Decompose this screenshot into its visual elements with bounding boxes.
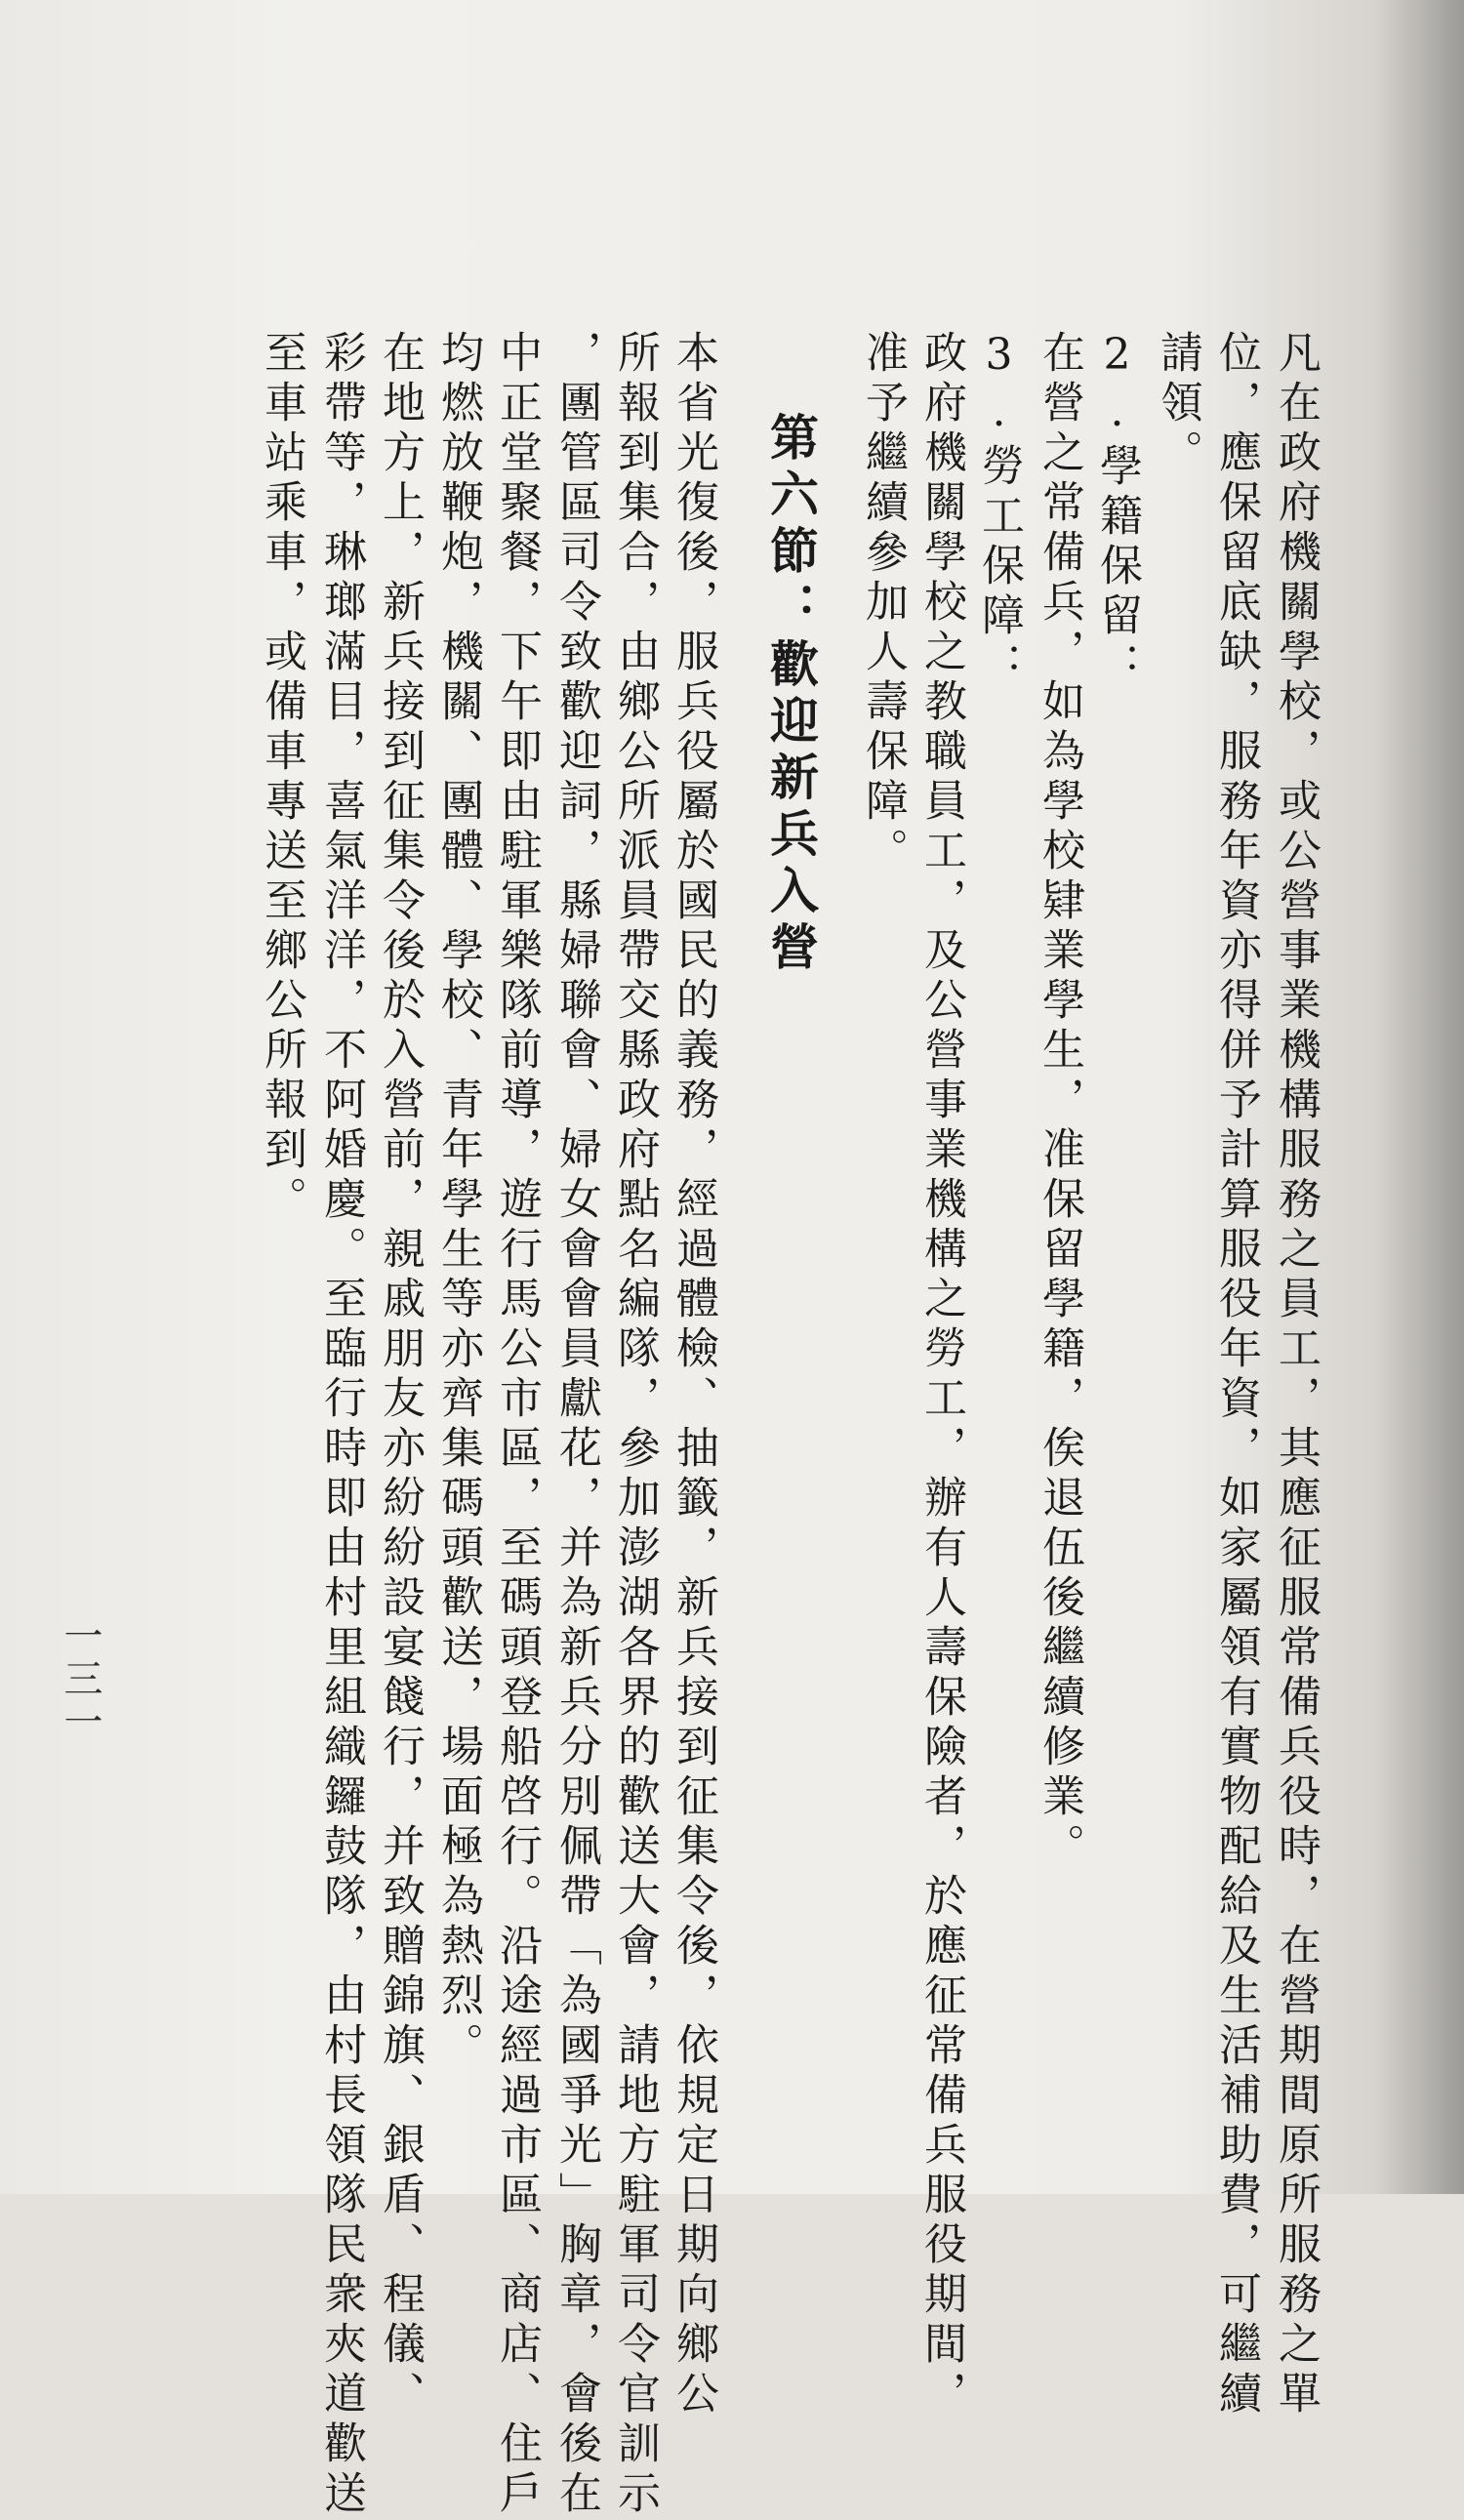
list-item-heading-2: 2.學籍保留： [1092, 330, 1142, 692]
text-column-8: 准予繼續參加人壽保障。 [858, 330, 908, 877]
text-column-12: 中正堂聚餐，下午即由駐軍樂隊前導，遊行馬公市區，至碼頭登船啓行。沿途經過市區、商店、住戶 [492, 330, 542, 2520]
text-column-13: 均燃放鞭炮，機關、團體、學校、青年學生等亦齊集碼頭歡送，場面極為熱烈。 [433, 330, 483, 2072]
text-column-15: 彩帶等，琳瑯滿目，喜氣洋洋，不阿婚慶。至臨行時即由村里組織鑼鼓隊，由村長領隊民衆夾道歡送 [316, 330, 366, 2520]
text-column-16: 至車站乘車，或備車專送至鄉公所報到。 [257, 330, 306, 1226]
text-column-14: 在地方上，新兵接到征集令後於入營前，親戚朋友亦紛紛設宴餞行，并致贈錦旗、銀盾、程儀、 [375, 330, 425, 2420]
text-column-7: 政府機關學校之教職員工，及公營事業機構之勞工，辦有人壽保險者，於應征常備兵服役期間， [916, 330, 966, 2420]
text-column-2: 位，應保留底缺，服務年資亦得併予計算服役年資，如家屬領有實物配給及生活補助費，可繼續 [1211, 330, 1261, 2420]
text-column-3: 請領。 [1153, 330, 1202, 479]
text-column-9: 本省光復後，服兵役屬於國民的義務，經過體檢、抽籤，新兵接到征集令後，依規定日期向鄉公 [669, 330, 718, 2420]
text-column-11: ，團管區司令致歡迎詞，縣婦聯會、婦女會會員獻花，并為新兵分別佩帶「為國爭光」胸章，會後在 [551, 330, 601, 2520]
text-column-1: 凡在政府機關學校，或公營事業機構服務之員工，其應征服常備兵役時，在營期間原所服務之單 [1271, 330, 1321, 2420]
text-column-10: 所報到集合，由鄉公所派員帶交縣政府點名編隊，參加澎湖各界的歡送大會，請地方駐軍司令官訓示 [610, 330, 660, 2520]
section-heading: 第六節：歡迎新兵入營 [762, 412, 820, 978]
page-number: 一三一 [58, 1615, 102, 1744]
text-column-5: 在營之常備兵，如為學校肄業學生，准保留學籍，俟退伍後繼續修業。 [1035, 330, 1084, 1873]
list-item-heading-3: 3.勞工保障： [974, 330, 1024, 692]
